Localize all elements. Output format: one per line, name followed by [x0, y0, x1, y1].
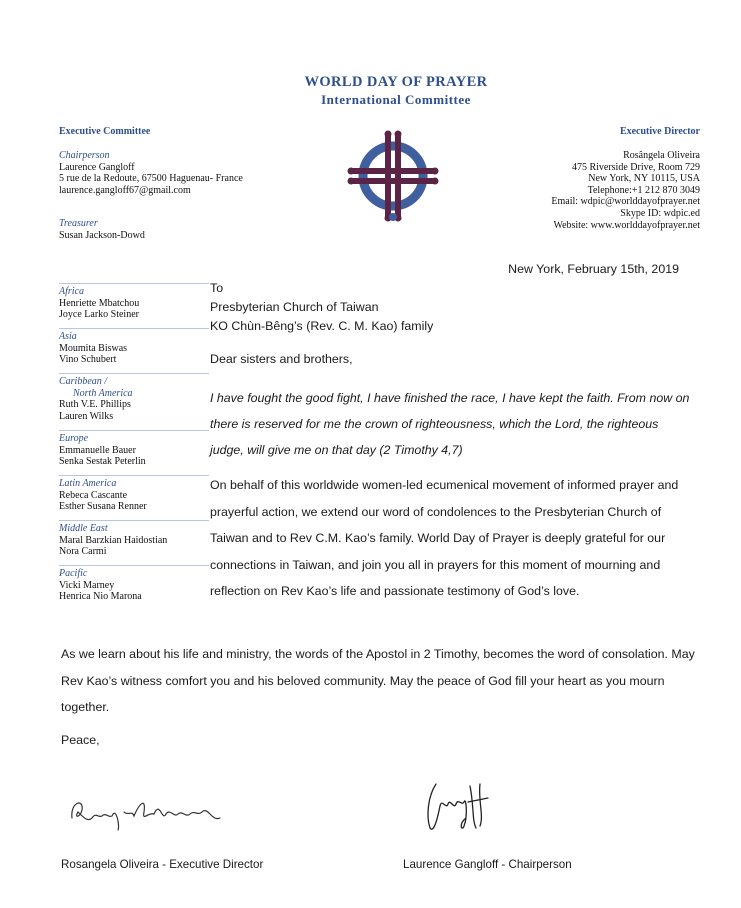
- recipient-line: Presbyterian Church of Taiwan: [210, 300, 379, 314]
- chairperson-block: [59, 150, 299, 196]
- director-city-line: New York, NY 10115, USA: [588, 173, 700, 185]
- region-middle-east: [59, 520, 209, 558]
- salutation: Dear sisters and brothers,: [210, 352, 353, 366]
- region-member: Nora Carmi: [59, 546, 107, 558]
- region-label: Middle East: [59, 520, 209, 535]
- region-member: Moumita Biswas: [59, 342, 128, 354]
- executive-director-heading: Executive Director: [619, 126, 700, 137]
- condolence-paragraph: On behalf of this worldwide women-led ecumenical movement of informed prayer and prayerful action, we extend our word of condolences to the Presbyterian Church of Taiwan and to Rev C.M. Kao’s family. World Day of Prayer is deeply grateful for our connections in Taiwan, and join you all in prayers for this moment of mourning and reflection on Rev Kao’s life and passionate testimony of God’s love.: [210, 478, 679, 599]
- region-label-continued: North America: [73, 387, 133, 399]
- signature-oliveira-icon: [62, 788, 232, 834]
- region-member: Emmanuelle Bauer: [59, 444, 136, 456]
- chairperson-address: 5 rue de la Redoute, 67500 Haguenau- France: [59, 173, 243, 185]
- signatory-oliveira: Rosangela Oliveira - Executive Director: [61, 858, 264, 871]
- organization-title: WORLD DAY OF PRAYER: [304, 74, 488, 90]
- world-day-of-prayer-logo-icon: [345, 128, 441, 224]
- region-label: Latin America: [59, 475, 209, 490]
- director-skype: Skype ID: wdpic.ed: [620, 207, 700, 219]
- region-asia: [59, 328, 209, 366]
- treasurer-block: [59, 218, 259, 241]
- scripture-quote: I have fought the good fight, I have finished the race, I have kept the faith. From now on there is reserved for me the crown of righteousness, which the Lord, the righteous judge, will give me on that day (2 Timothy 4,7): [210, 391, 690, 457]
- region-member: Maral Barzkian Haidostian: [59, 534, 168, 546]
- region-member: Henriette Mbatchou: [59, 297, 140, 309]
- treasurer-role: Treasurer: [59, 218, 98, 229]
- signatory-gangloff: Laurence Gangloff - Chairperson: [403, 858, 572, 871]
- director-telephone: Telephone:+1 212 870 3049: [587, 184, 700, 196]
- director-name: Rosângela Oliveira: [623, 150, 700, 161]
- chairperson-role: Chairperson: [59, 150, 110, 161]
- recipient-line: KO Chùn-Bêng’s (Rev. C. M. Kao) family: [210, 319, 434, 333]
- director-email[interactable]: Email: wdpic@worlddayofprayer.net: [551, 196, 700, 208]
- letter-date: New York, February 15th, 2019: [508, 262, 679, 276]
- region-member: Rebeca Cascante: [59, 489, 128, 501]
- organization-subtitle: International Committee: [321, 92, 471, 107]
- region-label: Europe: [59, 430, 209, 445]
- region-label: Asia: [59, 328, 209, 343]
- signature-gangloff-icon: [418, 776, 508, 838]
- region-label: Caribbean /: [59, 373, 209, 388]
- region-member: Esther Susana Renner: [59, 501, 147, 513]
- region-member: Joyce Larko Steiner: [59, 309, 139, 321]
- director-website[interactable]: Website: www.worlddayofprayer.net: [553, 219, 700, 231]
- region-member: Ruth V.E. Phillips: [59, 399, 131, 411]
- region-member: Senka Sestak Peterlin: [59, 456, 146, 468]
- region-member: Vino Schubert: [59, 354, 117, 366]
- region-member: Henrica Nio Marona: [59, 591, 142, 603]
- recipient-block: [210, 279, 433, 336]
- executive-committee-heading: Executive Committee: [59, 126, 151, 137]
- region-latin-america: [59, 475, 209, 513]
- recipient-line: To: [210, 281, 224, 295]
- region-caribbean-north-america: [59, 373, 209, 422]
- region-member: Lauren Wilks: [59, 410, 114, 422]
- consolation-paragraph: As we learn about his life and ministry, the words of the Apostol in 2 Timothy, becomes the word of consolation. May Rev Kao’s witness comfort you and his beloved community. May the peace of God fill your heart as you mourn together.: [61, 647, 695, 715]
- chairperson-email[interactable]: laurence.gangloff67@gmail.com: [59, 184, 191, 196]
- chairperson-name: Laurence Gangloff: [59, 161, 135, 173]
- region-europe: [59, 430, 209, 468]
- region-member: Vicki Marney: [59, 579, 115, 591]
- region-pacific: [59, 565, 209, 603]
- letter-closing: Peace,: [61, 733, 100, 747]
- region-label: Pacific: [59, 565, 209, 580]
- region-label: Africa: [59, 283, 209, 298]
- treasurer-name: Susan Jackson-Dowd: [59, 229, 145, 241]
- region-africa: [59, 283, 209, 321]
- director-contact-block: [440, 150, 700, 231]
- director-address-line: 475 Riverside Drive, Room 729: [571, 161, 700, 173]
